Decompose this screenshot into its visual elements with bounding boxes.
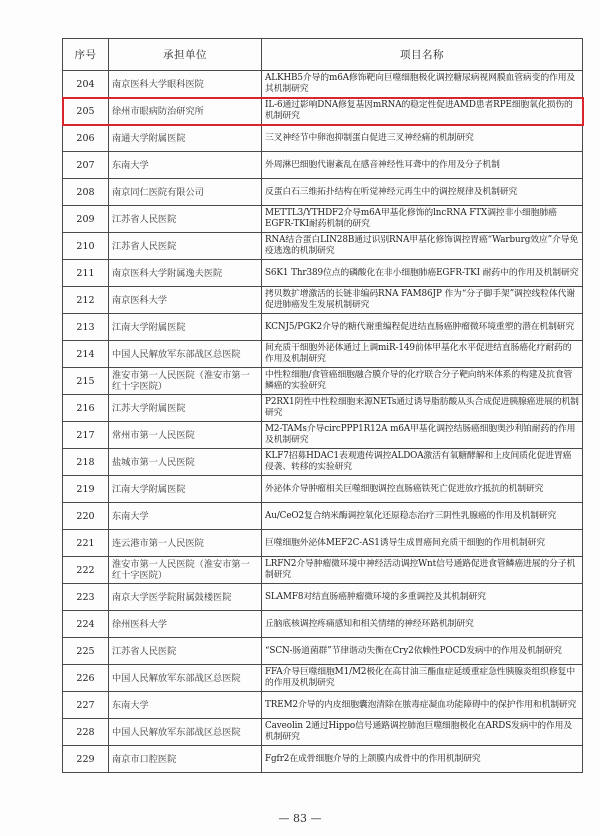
row-number: 211 <box>63 260 109 287</box>
row-project: “SCN-肠道菌群”节律谐动失衡在Cry2依赖性POCD发病中的作用及机制研究 <box>262 638 583 665</box>
header-project: 项目名称 <box>262 39 583 71</box>
table-row <box>63 530 583 557</box>
table-row-highlighted <box>63 98 583 125</box>
table-row <box>63 125 583 152</box>
row-unit: 徐州市眼病防治研究所 <box>109 98 262 125</box>
row-unit: 南京市口腔医院 <box>109 746 262 773</box>
row-number: 204 <box>63 71 109 98</box>
row-unit: 中国人民解放军东部战区总医院 <box>109 719 262 746</box>
table-row <box>63 314 583 341</box>
table-row <box>63 476 583 503</box>
row-number: 206 <box>63 125 109 152</box>
row-number: 208 <box>63 179 109 206</box>
row-number: 215 <box>63 368 109 395</box>
row-project: KLF7招募HDAC1表观遗传调控ALDOA激活有氧糖酵解和上皮间质化促进胃癌侵袭、转移的实验研究 <box>262 449 583 476</box>
table-row <box>63 233 583 260</box>
table-row <box>63 503 583 530</box>
row-number: 228 <box>63 719 109 746</box>
row-unit: 江苏省人民医院 <box>109 206 262 233</box>
table-row <box>63 746 583 773</box>
table-row <box>63 584 583 611</box>
row-project: P2RX1阴性中性粒细胞来源NETs通过诱导脂肪酸从头合成促进胰腺癌进展的机制研究 <box>262 395 583 422</box>
row-project: 拷贝数扩增激活的长链非编码RNA FAM86JP 作为“分子脚手架”调控线粒体代谢促进肺癌发生发展机制研究 <box>262 287 583 314</box>
project-table <box>62 38 583 773</box>
row-project: IL-6通过影响DNA修复基因mRNA的稳定性促进AMD患者RPE细胞氧化损伤的机制研究 <box>262 98 583 125</box>
row-unit: 南京同仁医院有限公司 <box>109 179 262 206</box>
header-unit: 承担单位 <box>109 39 262 71</box>
row-number: 213 <box>63 314 109 341</box>
row-unit: 中国人民解放军东部战区总医院 <box>109 341 262 368</box>
row-number: 222 <box>63 557 109 584</box>
table-row <box>63 449 583 476</box>
table-row <box>63 260 583 287</box>
row-project: 三叉神经节中卵泡抑制蛋白促进三叉神经痛的机制研究 <box>262 125 583 152</box>
row-number: 220 <box>63 503 109 530</box>
row-number: 210 <box>63 233 109 260</box>
row-project: Caveolin 2通过Hippo信号通路调控肺泡巨噬细胞极化在ARDS发病中的作用及机制研究 <box>262 719 583 746</box>
row-project: LRFN2介导肿瘤微环境中神经活动调控Wnt信号通路促进食管鳞癌进展的分子机制研究 <box>262 557 583 584</box>
row-project: 反蛋白石三维拓扑结构在听觉神经元再生中的调控规律及机制研究 <box>262 179 583 206</box>
row-number: 209 <box>63 206 109 233</box>
row-unit: 南京医科大学 <box>109 287 262 314</box>
row-project: METTL3/YTHDF2介导m6A甲基化修饰的lncRNA FTX调控非小细胞肺癌EGFR-TKI耐药机制的研究 <box>262 206 583 233</box>
row-project: S6K1 Thr389位点的磷酸化在非小细胞肺癌EGFR-TKI 耐药中的作用及机制研究 <box>262 260 583 287</box>
row-unit: 徐州医科大学 <box>109 611 262 638</box>
table-row <box>63 71 583 98</box>
row-number: 214 <box>63 341 109 368</box>
table-row <box>63 692 583 719</box>
page-number: — 83 — <box>278 812 322 825</box>
row-unit: 南京大学医学院附属鼓楼医院 <box>109 584 262 611</box>
row-unit: 南通大学附属医院 <box>109 125 262 152</box>
row-number: 221 <box>63 530 109 557</box>
row-unit: 江南大学附属医院 <box>109 314 262 341</box>
row-unit: 南京医科大学眼科医院 <box>109 71 262 98</box>
row-number: 219 <box>63 476 109 503</box>
row-number: 207 <box>63 152 109 179</box>
row-unit: 中国人民解放军东部战区总医院 <box>109 665 262 692</box>
row-unit: 东南大学 <box>109 692 262 719</box>
row-project: FFA介导巨噬细胞M1/M2极化在高甘油三酯血症延缓重症急性胰腺炎组织修复中的作用及机制研究 <box>262 665 583 692</box>
row-project: M2-TAMs介导circPPP1R12A m6A甲基化调控结肠癌细胞奥沙利铂耐药的作用及机制研究 <box>262 422 583 449</box>
row-unit: 盐城市第一人民医院 <box>109 449 262 476</box>
row-unit: 淮安市第一人民医院（淮安市第一红十字医院） <box>109 557 262 584</box>
table-row <box>63 665 583 692</box>
row-project: 巨噬细胞外泌体MEF2C-AS1诱导生成胃癌间充质干细胞的作用机制研究 <box>262 530 583 557</box>
table-row <box>63 368 583 395</box>
row-unit: 江苏大学附属医院 <box>109 395 262 422</box>
row-number: 225 <box>63 638 109 665</box>
row-project: 外周淋巴细胞代谢紊乱在感音神经性耳聋中的作用及分子机制 <box>262 152 583 179</box>
row-project: 中性粒细胞/食管癌细胞融合膜介导的化疗联合分子靶向纳米体系的构建及抗食管鳞癌的实验研究 <box>262 368 583 395</box>
row-number: 223 <box>63 584 109 611</box>
row-number: 229 <box>63 746 109 773</box>
header-number: 序号 <box>63 39 109 71</box>
row-project: ALKHB5介导的m6A修饰靶向巨噬细胞极化调控糖尿病视网膜血管病变的作用及其机制研究 <box>262 71 583 98</box>
row-project: KCNJ5/PGK2介导的糖代谢重编程促进结直肠癌肿瘤微环境重塑的潜在机制研究 <box>262 314 583 341</box>
table-header-row <box>63 39 583 71</box>
row-unit: 淮安市第一人民医院（淮安市第一红十字医院） <box>109 368 262 395</box>
row-unit: 东南大学 <box>109 503 262 530</box>
table-row <box>63 719 583 746</box>
table-row <box>63 611 583 638</box>
row-number: 216 <box>63 395 109 422</box>
table-row <box>63 557 583 584</box>
table-row <box>63 152 583 179</box>
row-project: Au/CeO2复合纳米酶调控氧化还原稳态治疗三阴性乳腺癌的作用及机制研究 <box>262 503 583 530</box>
row-number: 224 <box>63 611 109 638</box>
row-unit: 常州市第一人民医院 <box>109 422 262 449</box>
row-unit: 南京医科大学附属逸夫医院 <box>109 260 262 287</box>
row-project: 外泌体介导肿瘤相关巨噬细胞调控直肠癌铁死亡促进放疗抵抗的机制研究 <box>262 476 583 503</box>
row-project: TREM2介导的内皮细胞囊泡清除在脓毒症凝血功能障碍中的保护作用和机制研究 <box>262 692 583 719</box>
row-number: 212 <box>63 287 109 314</box>
row-number: 205 <box>63 98 109 125</box>
row-project: Fgfr2在成骨细胞介导的上颌膜内成骨中的作用机制研究 <box>262 746 583 773</box>
row-unit: 连云港市第一人民医院 <box>109 530 262 557</box>
table-row <box>63 395 583 422</box>
row-project: 丘脑底核调控疼痛感知和相关情绪的神经环路机制研究 <box>262 611 583 638</box>
row-number: 226 <box>63 665 109 692</box>
table-row <box>63 179 583 206</box>
row-unit: 江苏省人民医院 <box>109 233 262 260</box>
table-row <box>63 206 583 233</box>
table-row <box>63 287 583 314</box>
table-row <box>63 341 583 368</box>
row-number: 218 <box>63 449 109 476</box>
row-project: SLAMF8对结直肠癌肿瘤微环境的多重调控及其机制研究 <box>262 584 583 611</box>
table-row <box>63 422 583 449</box>
row-unit: 江南大学附属医院 <box>109 476 262 503</box>
table-row <box>63 638 583 665</box>
row-project: 间充质干细胞外泌体通过上调miR-149前体甲基化水平促进结直肠癌化疗耐药的作用及机制研究 <box>262 341 583 368</box>
row-number: 227 <box>63 692 109 719</box>
row-project: RNA结合蛋白LIN28B通过识别RNA甲基化修饰调控胃癌“Warburg效应”介导免疫逃逸的机制研究 <box>262 233 583 260</box>
row-unit: 东南大学 <box>109 152 262 179</box>
row-unit: 江苏省人民医院 <box>109 638 262 665</box>
row-number: 217 <box>63 422 109 449</box>
